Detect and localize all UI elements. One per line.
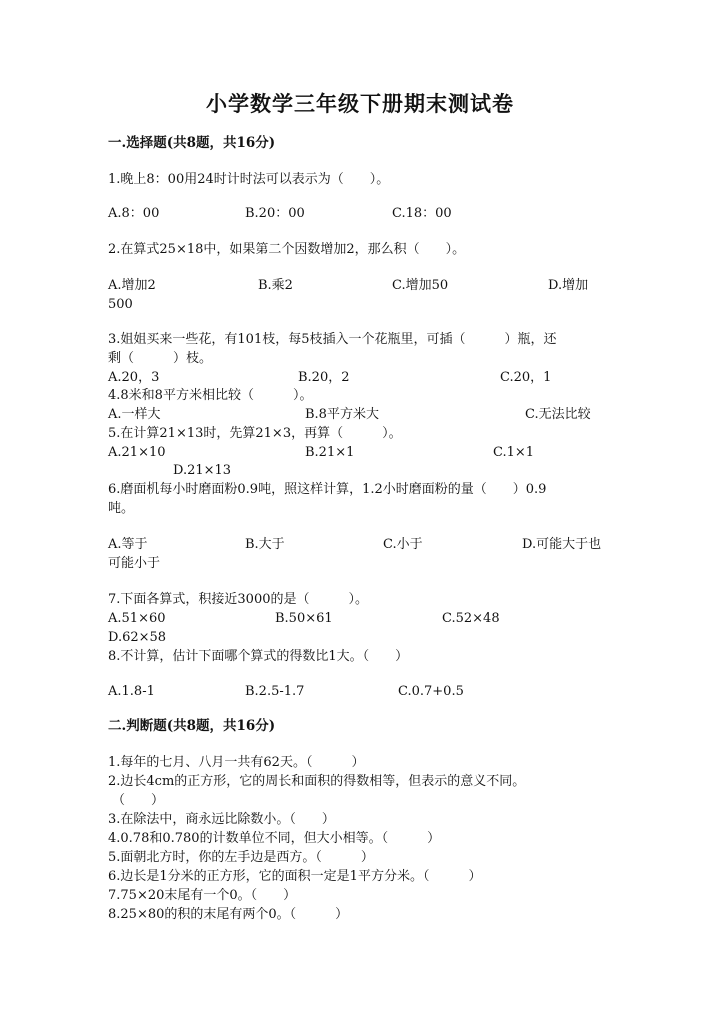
judgement-item: 1.每年的七月、八月一共有62天。（ ） (108, 755, 365, 770)
question-4-stem: 4.8米和8平方米相比较（ ）。 (108, 388, 313, 403)
question-7-option-a: A.51×60 (108, 611, 166, 626)
question-8-option-b: B.2.5-1.7 (245, 684, 305, 699)
judgement-item: 3.在除法中，商永远比除数小。（ ） (108, 812, 335, 827)
question-3-option-b: B.20，2 (298, 370, 350, 385)
question-3-option-a: A.20，3 (108, 370, 160, 385)
question-7-stem: 7.下面各算式，积接近3000的是（ ）。 (108, 592, 368, 607)
judgement-item: 7.75×20末尾有一个0。（ ） (108, 888, 297, 903)
question-2-option-c: C.增加50 (392, 278, 449, 293)
question-7-option-c: C.52×48 (442, 611, 500, 626)
question-2-option-b: B.乘2 (258, 278, 293, 293)
question-6-option-d: D.可能大于也 (522, 537, 602, 552)
question-2-option-a: A.增加2 (108, 278, 156, 293)
question-6-option-b: B.大于 (245, 537, 285, 552)
question-2-stem: 2.在算式25×18中，如果第二个因数增加2，那么积（ ）。 (108, 242, 466, 257)
question-6-option-d-continued: 可能小于 (108, 556, 161, 571)
question-2-option-d: D.增加 (548, 278, 589, 293)
question-5-option-c: C.1×1 (493, 445, 535, 460)
question-1-stem: 1.晚上8：00用24时计时法可以表示为（ ）。 (108, 172, 390, 187)
judgement-item: 5.面朝北方时，你的左手边是西方。（ ） (108, 850, 374, 865)
question-8-option-c: C.0.7+0.5 (398, 684, 464, 699)
question-6-option-c: C.小于 (383, 537, 423, 552)
judgement-item-continued: （ ） (112, 793, 165, 808)
question-6-option-a: A.等于 (108, 537, 148, 552)
judgement-item: 8.25×80的积的末尾有两个0。（ ） (108, 907, 349, 922)
page-title: 小学数学三年级下册期末测试卷 (206, 91, 514, 116)
question-4-option-a: A.一样大 (108, 407, 161, 422)
question-3-stem: 3.姐姐买来一些花，有101枝，每5枝插入一个花瓶里，可插（ ）瓶，还 (108, 332, 557, 347)
question-5-stem: 5.在计算21×13时，先算21×3，再算（ ）。 (108, 426, 402, 441)
question-1-option-b: B.20：00 (245, 206, 305, 221)
question-1-option-c: C.18：00 (392, 206, 452, 221)
judgement-item: 4.0.78和0.780的计数单位不同，但大小相等。（ ） (108, 831, 441, 846)
section-heading-true-false: 二.判断题(共8题，共16分) (108, 718, 276, 734)
question-6-stem: 6.磨面机每小时磨面粉0.9吨，照这样计算，1.2小时磨面粉的量（ ）0.9 (108, 482, 547, 497)
question-5-option-d: D.21×13 (173, 463, 232, 478)
question-4-option-b: B.8平方米大 (305, 407, 379, 422)
question-1-option-a: A.8：00 (108, 206, 160, 221)
question-8-stem: 8.不计算，估计下面哪个算式的得数比1大。（ ） (108, 649, 409, 664)
question-3-stem-continued: 剩（ ）枝。 (108, 351, 213, 366)
question-3-option-c: C.20，1 (500, 370, 552, 385)
question-2-option-d-continued: 500 (108, 297, 133, 312)
question-6-stem-continued: 吨。 (108, 501, 135, 516)
judgement-item: 2.边长4cm的正方形，它的周长和面积的得数相等，但表示的意义不同。 (108, 774, 526, 789)
question-8-option-a: A.1.8-1 (108, 684, 155, 699)
question-7-option-b: B.50×61 (275, 611, 333, 626)
question-4-option-c: C.无法比较 (525, 407, 591, 422)
question-5-option-a: A.21×10 (108, 445, 166, 460)
section-heading-multiple-choice: 一.选择题(共8题，共16分) (108, 135, 276, 151)
judgement-item: 6.边长是1分米的正方形，它的面积一定是1平方分米。（ ） (108, 869, 482, 884)
question-5-option-b: B.21×1 (305, 445, 355, 460)
question-7-option-d: D.62×58 (108, 630, 167, 645)
